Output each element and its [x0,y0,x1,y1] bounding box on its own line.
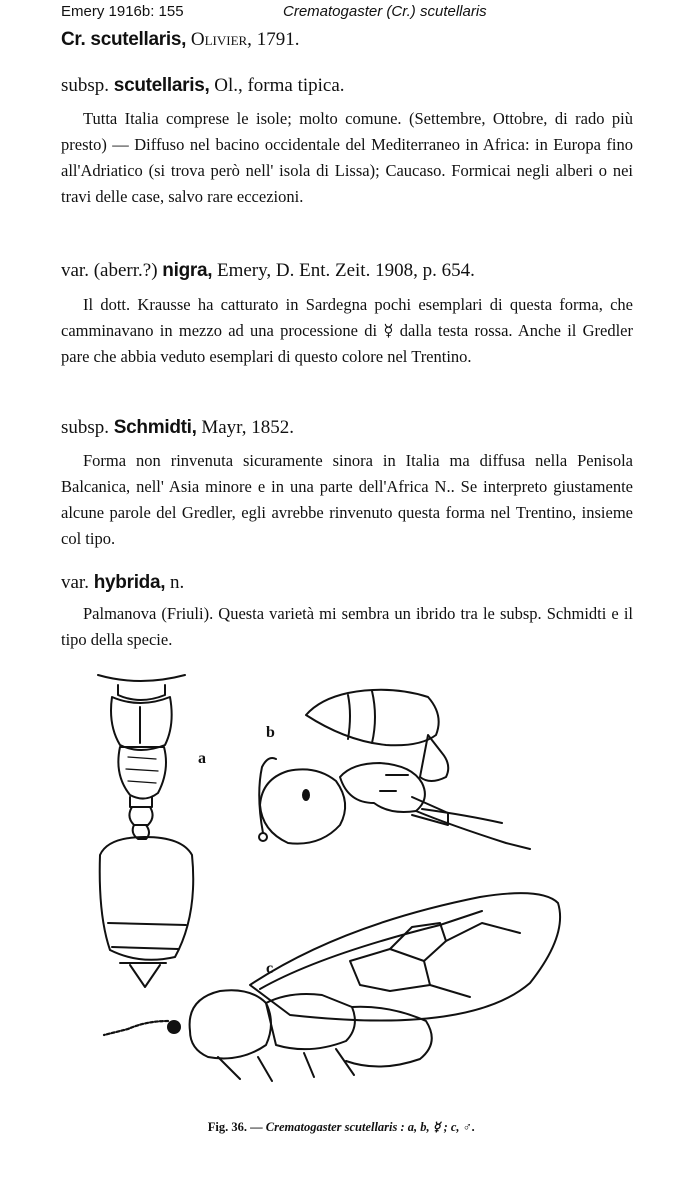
section-text [61,448,633,552]
caption-suffix: : a, b, ☿ ; c, ♂. [397,1120,476,1134]
header-taxon: Crematogaster (Cr.) scutellaris [283,3,487,20]
figure-label-a: a [198,750,206,767]
section-taxon: hybrida, [93,572,166,593]
section-rest: Emery, D. Ent. Zeit. 1908, p. 654. [216,260,475,281]
species-year: 1791. [256,29,300,50]
section-text [61,106,633,210]
section-paragraph: Tutta Italia comprese le isole; molto comune. (Settembre, Ottobre, di rado più presto) — Diffuso nel bacino occidentale del Mediterraneo in Africa: in Europa fino all'Adriatico (si trova però nell' isola di Lissa); Caucaso. Formicai negli alberi o nei travi delle case, salvo rare eccezioni. [61,109,633,206]
section-rest: Ol., forma tipica. [214,75,345,96]
section-paragraph: Il dott. Krausse ha catturato in Sardegna pochi esemplari di questa forma, che camminavano in mezzo ad una processione di ☿ dalla testa rossa. Anche il Gredler pare che abbia veduto esemplari di questo colore nel Trentino. [61,295,633,366]
section-prefix: var. [61,572,89,593]
figure-b-lateral-ant [259,690,530,849]
section-paragraph: Palmanova (Friuli). Questa varietà mi sembra un ibrido tra le subsp. Schmidti e il tipo della specie. [61,604,633,649]
caption-species: Crematogaster scutellaris [265,1120,398,1134]
section-prefix: subsp. [61,75,110,96]
figure-caption [0,1119,683,1135]
section-prefix: var. (aberr.?) [61,260,158,281]
species-heading [61,28,633,52]
species-name: Cr. scutellaris, [61,29,187,50]
caption-prefix: Fig. 36. — [207,1120,266,1134]
section-taxon: nigra, [162,260,213,281]
section-heading [61,74,633,98]
section-rest: n. [169,572,185,593]
ant-figure [90,665,610,1085]
section-heading [61,259,633,283]
section-heading [61,416,633,440]
section-text [61,292,633,370]
figure-label-b: b [266,724,275,741]
section-taxon: scutellaris, [113,75,210,96]
section-heading [61,571,633,595]
section-rest: Mayr, 1852. [201,417,295,438]
header-citation: Emery 1916b: 155 [61,3,184,20]
section-taxon: Schmidti, [113,417,197,438]
species-author: Olivier, [190,29,252,50]
figure-label-c: c [266,960,274,977]
figure-a-dorsal-ant [98,675,206,987]
section-paragraph: Forma non rinvenuta sicuramente sinora in Italia ma diffusa nella Penisola Balcanica, nell' Asia minore e in una parte dell'Africa N.. Se interpreto giustamente alcune parole del Gredler, egli avrebbe rinvenuto questa forma nel Trentino, insieme col tipo. [61,451,633,548]
section-prefix: subsp. [61,417,110,438]
figure-c-winged-male [104,893,560,1081]
section-text [61,601,633,653]
